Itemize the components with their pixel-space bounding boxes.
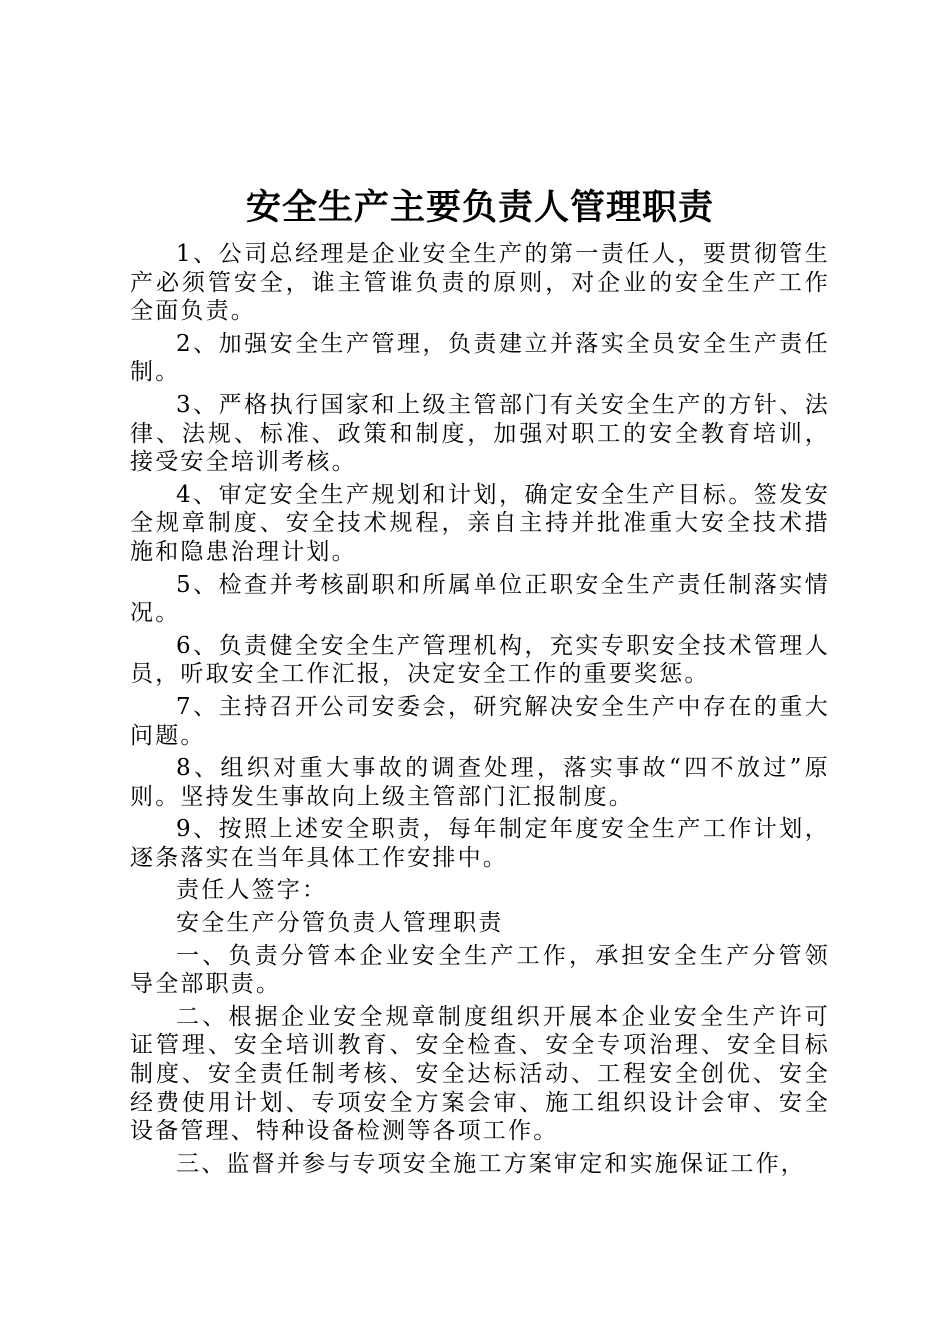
clause-2: 2、加强安全生产管理，负责建立并落实全员安全生产责任制。 (130, 330, 830, 386)
section-heading: 安全生产分管负责人管理职责 (176, 910, 504, 937)
document-body (130, 182, 830, 1178)
clause-8: 8、组织对重大事故的调查处理，落实事故“四不放过”原则。坚持发生事故向上级主管部门汇报制度。 (130, 755, 830, 810)
section-clause-3: 三、监督并参与专项安全施工方案审定和实施保证工作， (176, 1150, 806, 1177)
clause-9: 9、按照上述安全职责，每年制定年度安全生产工作计划，逐条落实在当年具体工作安排中。 (130, 816, 830, 871)
clause-6: 6、负责健全安全生产管理机构，充实专职安全技术管理人员，听取安全工作汇报，决定安全工作的重要奖惩。 (130, 632, 830, 688)
clause-7: 7、主持召开公司安委会，研究解决安全生产中存在的重大问题。 (130, 693, 830, 749)
section-clause-2: 二、根据企业安全规章制度组织开展本企业安全生产许可证管理、安全培训教育、安全检查、安全专项治理、安全目标制度、安全责任制考核、安全达标活动、工程安全创优、安全经费使用计划、专项安全方案会审、施工组织设计会审、安全设备管理、特种设备检测等各项工作。 (130, 1003, 830, 1145)
clause-1: 1、公司总经理是企业安全生产的第一责任人，要贯彻管生产必须管安全，谁主管谁负责的原则，对企业的安全生产工作全面负责。 (130, 241, 830, 325)
clause-4: 4、审定安全生产规划和计划，确定安全生产目标。签发安全规章制度、安全技术规程，亲自主持并批准重大安全技术措施和隐患治理计划。 (130, 481, 830, 565)
signature-line: 责任人签字： (176, 877, 328, 904)
clause-5: 5、检查并考核副职和所属单位正职安全生产责任制落实情况。 (130, 571, 830, 627)
clause-3: 3、严格执行国家和上级主管部门有关安全生产的方针、法律、法规、标准、政策和制度，加强对职工的安全教育培训，接受安全培训考核。 (130, 391, 830, 476)
document-title: 安全生产主要负责人管理职责 (245, 187, 714, 228)
section-clause-1: 一、负责分管本企业安全生产工作，承担安全生产分管领导全部职责。 (130, 942, 830, 998)
